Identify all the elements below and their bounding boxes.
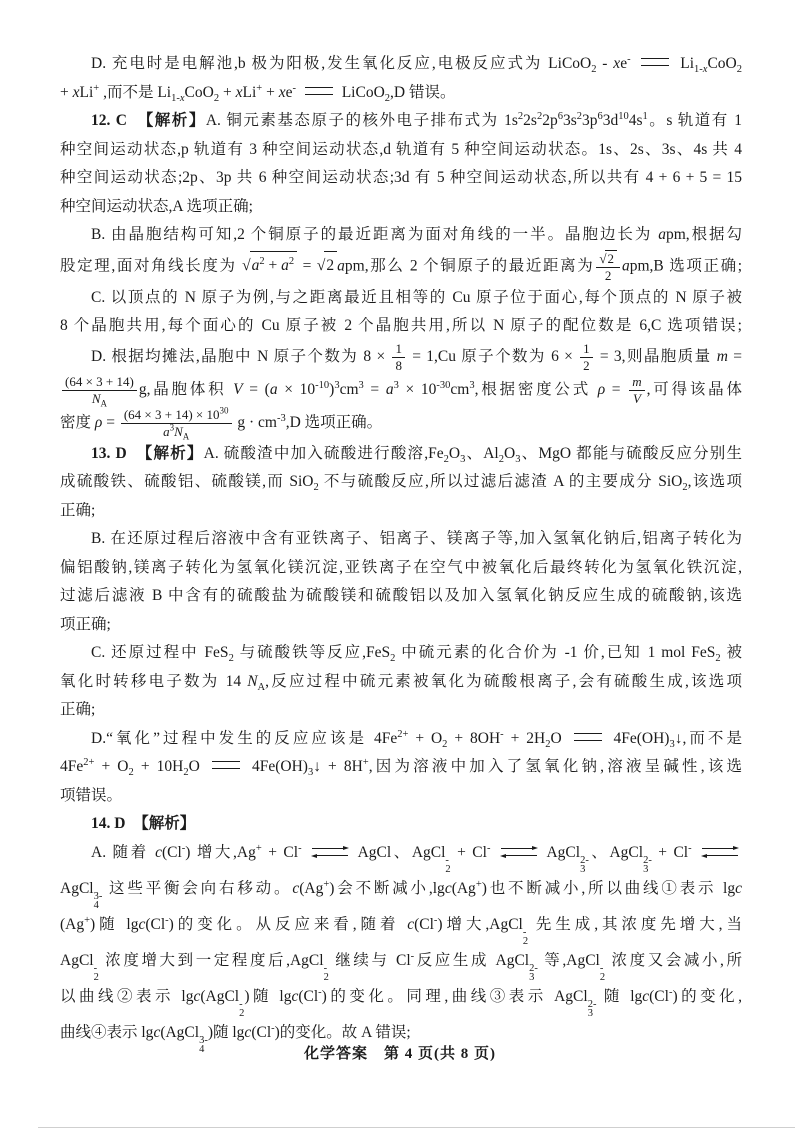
chemical-equals-sign (212, 761, 240, 769)
page-footer: 化学答案 第 4 页(共 8 页) (304, 1046, 496, 1062)
text-line: + xLi+ ,而不是 $Li_{1-x}CoO_2 + xLi^+ + xe^-$ LiCoO$_2$,D 错误。 (60, 82, 456, 104)
text-line: 种空间运动状态,p 轨道有 3 种空间运动状态,d 轨道有 5 种空间运动状态。1s、2s、3s、4s 共 4 (60, 140, 742, 158)
stacked-charge: 2- 3 (580, 854, 589, 875)
stacked-charge: 3- 4 (199, 1034, 208, 1055)
text-line: A. 随着 c(Cl-) 增大,Ag+ + Cl- AgCl、AgCl - 2 + Cl- AgCl 2- 3 、AgCl 2- 3 + Cl- (60, 839, 742, 875)
text-line: AgCl 3- 4 这些平衡会向右移动。c(Ag+)会不断减小,lgc(Ag+)也不断减小,所以曲线①表示 lgc (60, 878, 742, 911)
square-root: √ 2 (599, 250, 617, 267)
stacked-charge: - 2 (445, 854, 451, 875)
text-line: $\frac{(64 \times 3 + 14)}{N_A}$ g,晶胞体积 $V = (a \times 10^{-10})^3cm^3 = a^3 \times 10^{-30}cm^3$,根据密度公式 ρ = $\frac{m}{V}$ ,可得该晶体 (60, 374, 742, 407)
text-line: 曲线④表示 lgc(AgCl 3- 4 )随 lgc(Cl-)的变化。故 A 错误; (60, 1022, 411, 1055)
text-line: 8 个晶胞共用,每个面心的 Cu 原子被 2 个晶胞共用,所以 N 原子的配位数是 6,C 选项错误; (60, 317, 742, 334)
text-line: 12. C 【解析】A. 铜元素基态原子的核外电子排布式为 $1s^22s^22p^63s^23p^63d^{10}4s^1$。s 轨道有 1 (91, 110, 742, 129)
square-root: √ $a^2 + a^2$ (242, 251, 297, 281)
text-line: 正确; (60, 501, 96, 519)
text-line: B. 在还原过程后溶液中含有亚铁离子、铝离子、镁离子等,加入氢氧化钠后,铝离子转化为 (91, 530, 742, 547)
text-line: 密度 ρ = $\frac{(64 \times 3 + 14) \times 10^{30}}{a^3N_A}$ $g \cdot cm^{-3},D$ 选项正确。 (60, 405, 383, 442)
stacked-charge: - 2 (323, 962, 329, 983)
stacked-charge: - 2 (522, 926, 529, 947)
text-line: 种空间运动状态,A 选项正确; (60, 197, 253, 215)
text-line: (Ag+)随 lgc(Cl-)的变化。从反应来看,随着 c(Cl-)增大,AgCl - 2 先生成,其浓度先增大,当 (60, 914, 742, 947)
fraction: $\frac{(64 \times 3 + 14) \times 10^{30}}{a^3N_A}$ (121, 407, 232, 440)
page-edge-line (38, 1127, 795, 1128)
text-line: 正确; (60, 701, 96, 718)
text-line: $4Fe^{2+} + O_2 + 10H_2O$ $4Fe(OH)_3↓ + 8H^+$,因为溶液中加入了氢氧化钠,溶液呈碱性,该选 (60, 756, 743, 779)
stacked-charge: - 2 (239, 998, 245, 1019)
text-line: 氧化时转移电子数为 14 $N_A$,反应过程中硫元素被氧化为硫酸根离子,会有硫酸生成,该选项 (60, 672, 742, 693)
stacked-charge: 2- 3 (529, 962, 538, 983)
equilibrium-arrow (702, 846, 738, 859)
text-line: B. 由晶胞结构可知,2 个铜原子的最近距离为面对角线的一半。晶胞边长为 apm,根据勾 (91, 226, 743, 243)
chemical-equals-sign (305, 87, 333, 95)
square-root: √ 2 (317, 251, 337, 281)
text-line: 14. D 【解析】 (91, 815, 196, 832)
stacked-charge: - 2 (93, 962, 99, 983)
text-line: D.“氧化”过程中发生的反应应该是 $4Fe^{2+} + O_2 + 8OH^- + 2H_2O$ $4Fe(OH)_3↓$,而不是 (91, 728, 742, 750)
fraction: $\frac{m}{V}$ (629, 374, 644, 407)
text-line: C. 以顶点的 N 原子为例,与之距离最近且相等的 Cu 原子位于面心,每个顶点的 N 原子被 (91, 288, 742, 306)
text-line: 以曲线②表示 lgc(AgCl - 2 )随 lgc(Cl-)的变化。同理,曲线③表示 AgCl 2- 3 随 lgc(Cl-)的变化, (60, 986, 742, 1019)
text-line: 过滤后滤液 B 中含有的硫酸盐为硫酸镁和硫酸铝以及加入氢氧化钠反应生成的硫酸钠,该选 (60, 587, 742, 604)
stacked-charge: 2- 3 (643, 854, 652, 875)
chemical-equals-sign (574, 733, 602, 741)
equilibrium-arrow (312, 846, 348, 859)
text-line: 项错误。 (60, 786, 123, 804)
text-line: D. 根据均摊法,晶胞中 N 原子个数为 8 × $\frac{1}{8}$ = 1,Cu 原子个数为 6 × $\frac{1}{2}$ = 3,则晶胞质量 m = (91, 340, 742, 373)
text-line: 成硫酸铁、硫酸铝、硫酸镁,而 SiO$_2$ 不与硫酸反应,所以过滤后滤渣 A 的主要成分 SiO$_2$,该选项 (60, 473, 743, 494)
text-line: C. 还原过程中 FeS$_2$ 与硫酸铁等反应,FeS$_2$ 中硫元素的化合价为 -1 价,已知 1 mol FeS$_2$ 被 (91, 644, 742, 665)
text-line: D. 充电时是电解池,b 极为阳极,发生氧化反应,电极反应式为 LiCoO$_2$ - xe- $Li_{1-x}CoO_2$ (91, 53, 742, 76)
stacked-charge: 3- 4 (93, 890, 103, 911)
answer-text (60, 50, 742, 1055)
text-line: 13. D 【解析】A. 硫酸渣中加入硫酸进行酸溶$,Fe_2O_3$、$Al_2O_3$、MgO 都能与硫酸反应分别生 (91, 444, 742, 465)
text-line: 股定理,面对角线长度为 √ $a^2 + a^2$ = √ 2 apm,那么 2 个铜原子的最近距离为 √ 2 2 apm,B 选项正确; (60, 250, 742, 283)
fraction: √ 2 2 (596, 250, 620, 284)
text-line: 项正确; (60, 615, 111, 633)
fraction: $\frac{1}{2}$ (580, 341, 593, 374)
fraction: $\frac{(64 \times 3 + 14)}{N_A}$ (62, 374, 137, 407)
equilibrium-arrow (501, 846, 537, 859)
chemical-equals-sign (641, 58, 669, 66)
stacked-charge: - 2 (599, 962, 606, 983)
text-line: 偏铝酸钠,镁离子转化为氢氧化镁沉淀,亚铁离子在空气中被氧化后最终转化为氢氧化铁沉淀, (60, 558, 742, 576)
stacked-charge: 2- 3 (587, 998, 597, 1019)
fraction: $\frac{1}{8}$ (392, 341, 405, 374)
text-line: 种空间运动状态;2p、3p 共 6 种空间运动状态;3d 有 5 种空间运动状态,所以共有 4 + 6 + 5 = 15 (60, 169, 742, 186)
text-line: AgCl - 2 浓度增大到一定程度后,AgCl - 2 继续与 Cl-反应生成 AgCl 2- 3 等,AgCl - 2 浓度又会减小,所 (60, 950, 742, 983)
